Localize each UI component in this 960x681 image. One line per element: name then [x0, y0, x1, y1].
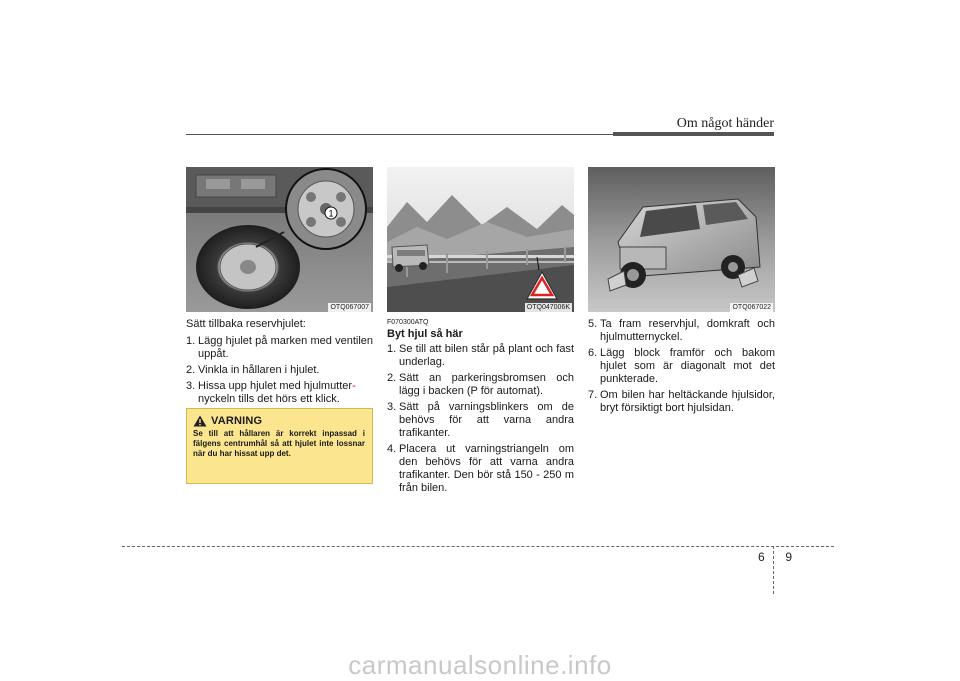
watermark: carmanualsonline.info	[348, 650, 612, 680]
page-number	[758, 550, 792, 564]
van-illustration	[588, 167, 775, 312]
list-item: 3. Sätt på varningsblinkers om de behövs för att varna andra trafikanter.	[387, 401, 574, 439]
figure-van-blocks	[588, 167, 775, 312]
list-item: 7. Om bilen har heltäckande hjulsidor, bryt försiktigt bort hjulsidan.	[588, 389, 775, 414]
steps-list-3	[588, 318, 775, 415]
figure-code: OTQ067007	[330, 304, 369, 311]
page-number-value: 9	[785, 550, 792, 564]
section-heading: Byt hjul så här	[387, 328, 463, 340]
reference-code: F070300ATQ	[387, 319, 429, 326]
list-item: 6. Lägg block framför och bakom hjulet som är diagonalt mot det punkterade.	[588, 347, 775, 385]
intro-text: Sätt tillbaka reservhjulet:	[186, 318, 306, 330]
list-item: 2. Sätt an parkeringsbromsen och lägg i backen (P för automat).	[387, 372, 574, 397]
spare-wheel-illustration	[186, 167, 373, 312]
column-2	[387, 167, 574, 498]
list-item: 4. Placera ut varningstriangeln om den behövs för att varna andra trafikanter. Den bör stå 150 - 250 m från bilen.	[387, 443, 574, 494]
page-header-title: Om något händer	[676, 116, 774, 131]
footer-rule	[122, 546, 834, 547]
figure-code: OTQ047006K	[526, 304, 570, 311]
list-item: 2. Vinkla in hållaren i hjulet.	[186, 364, 320, 376]
list-item: 5. Ta fram reservhjul, domkraft och hjulmutternyckel.	[588, 318, 775, 343]
steps-list-1	[186, 335, 373, 406]
figure-warning-triangle-road	[387, 167, 574, 312]
figure-spare-wheel	[186, 167, 373, 312]
warning-title: VARNING	[211, 415, 263, 427]
list-item: 3. Hissa upp hjulet med hjulmutter- nyckeln tills det hörs ett klick.	[186, 380, 356, 405]
steps-list-2	[387, 343, 574, 495]
column-3	[588, 167, 775, 418]
column-1	[186, 167, 373, 409]
warning-triangle-icon	[193, 415, 207, 427]
header-rule	[186, 134, 616, 135]
warning-box	[186, 408, 373, 484]
callout-number: 1	[328, 208, 334, 219]
list-item: 1. Se till att bilen står på plant och fast underlag.	[387, 343, 574, 368]
road-illustration	[387, 167, 574, 312]
warning-text: Se till att hållaren är korrekt inpassad i fälgens centrumhål så att hjulet inte lossnar när du har hissat upp det.	[193, 429, 365, 458]
header-rule-accent	[613, 132, 774, 136]
figure-code: OTQ067022	[732, 304, 771, 311]
list-item: 1. Lägg hjulet på marken med ventilen uppåt.	[186, 335, 373, 360]
chapter-number: 6	[758, 550, 765, 564]
